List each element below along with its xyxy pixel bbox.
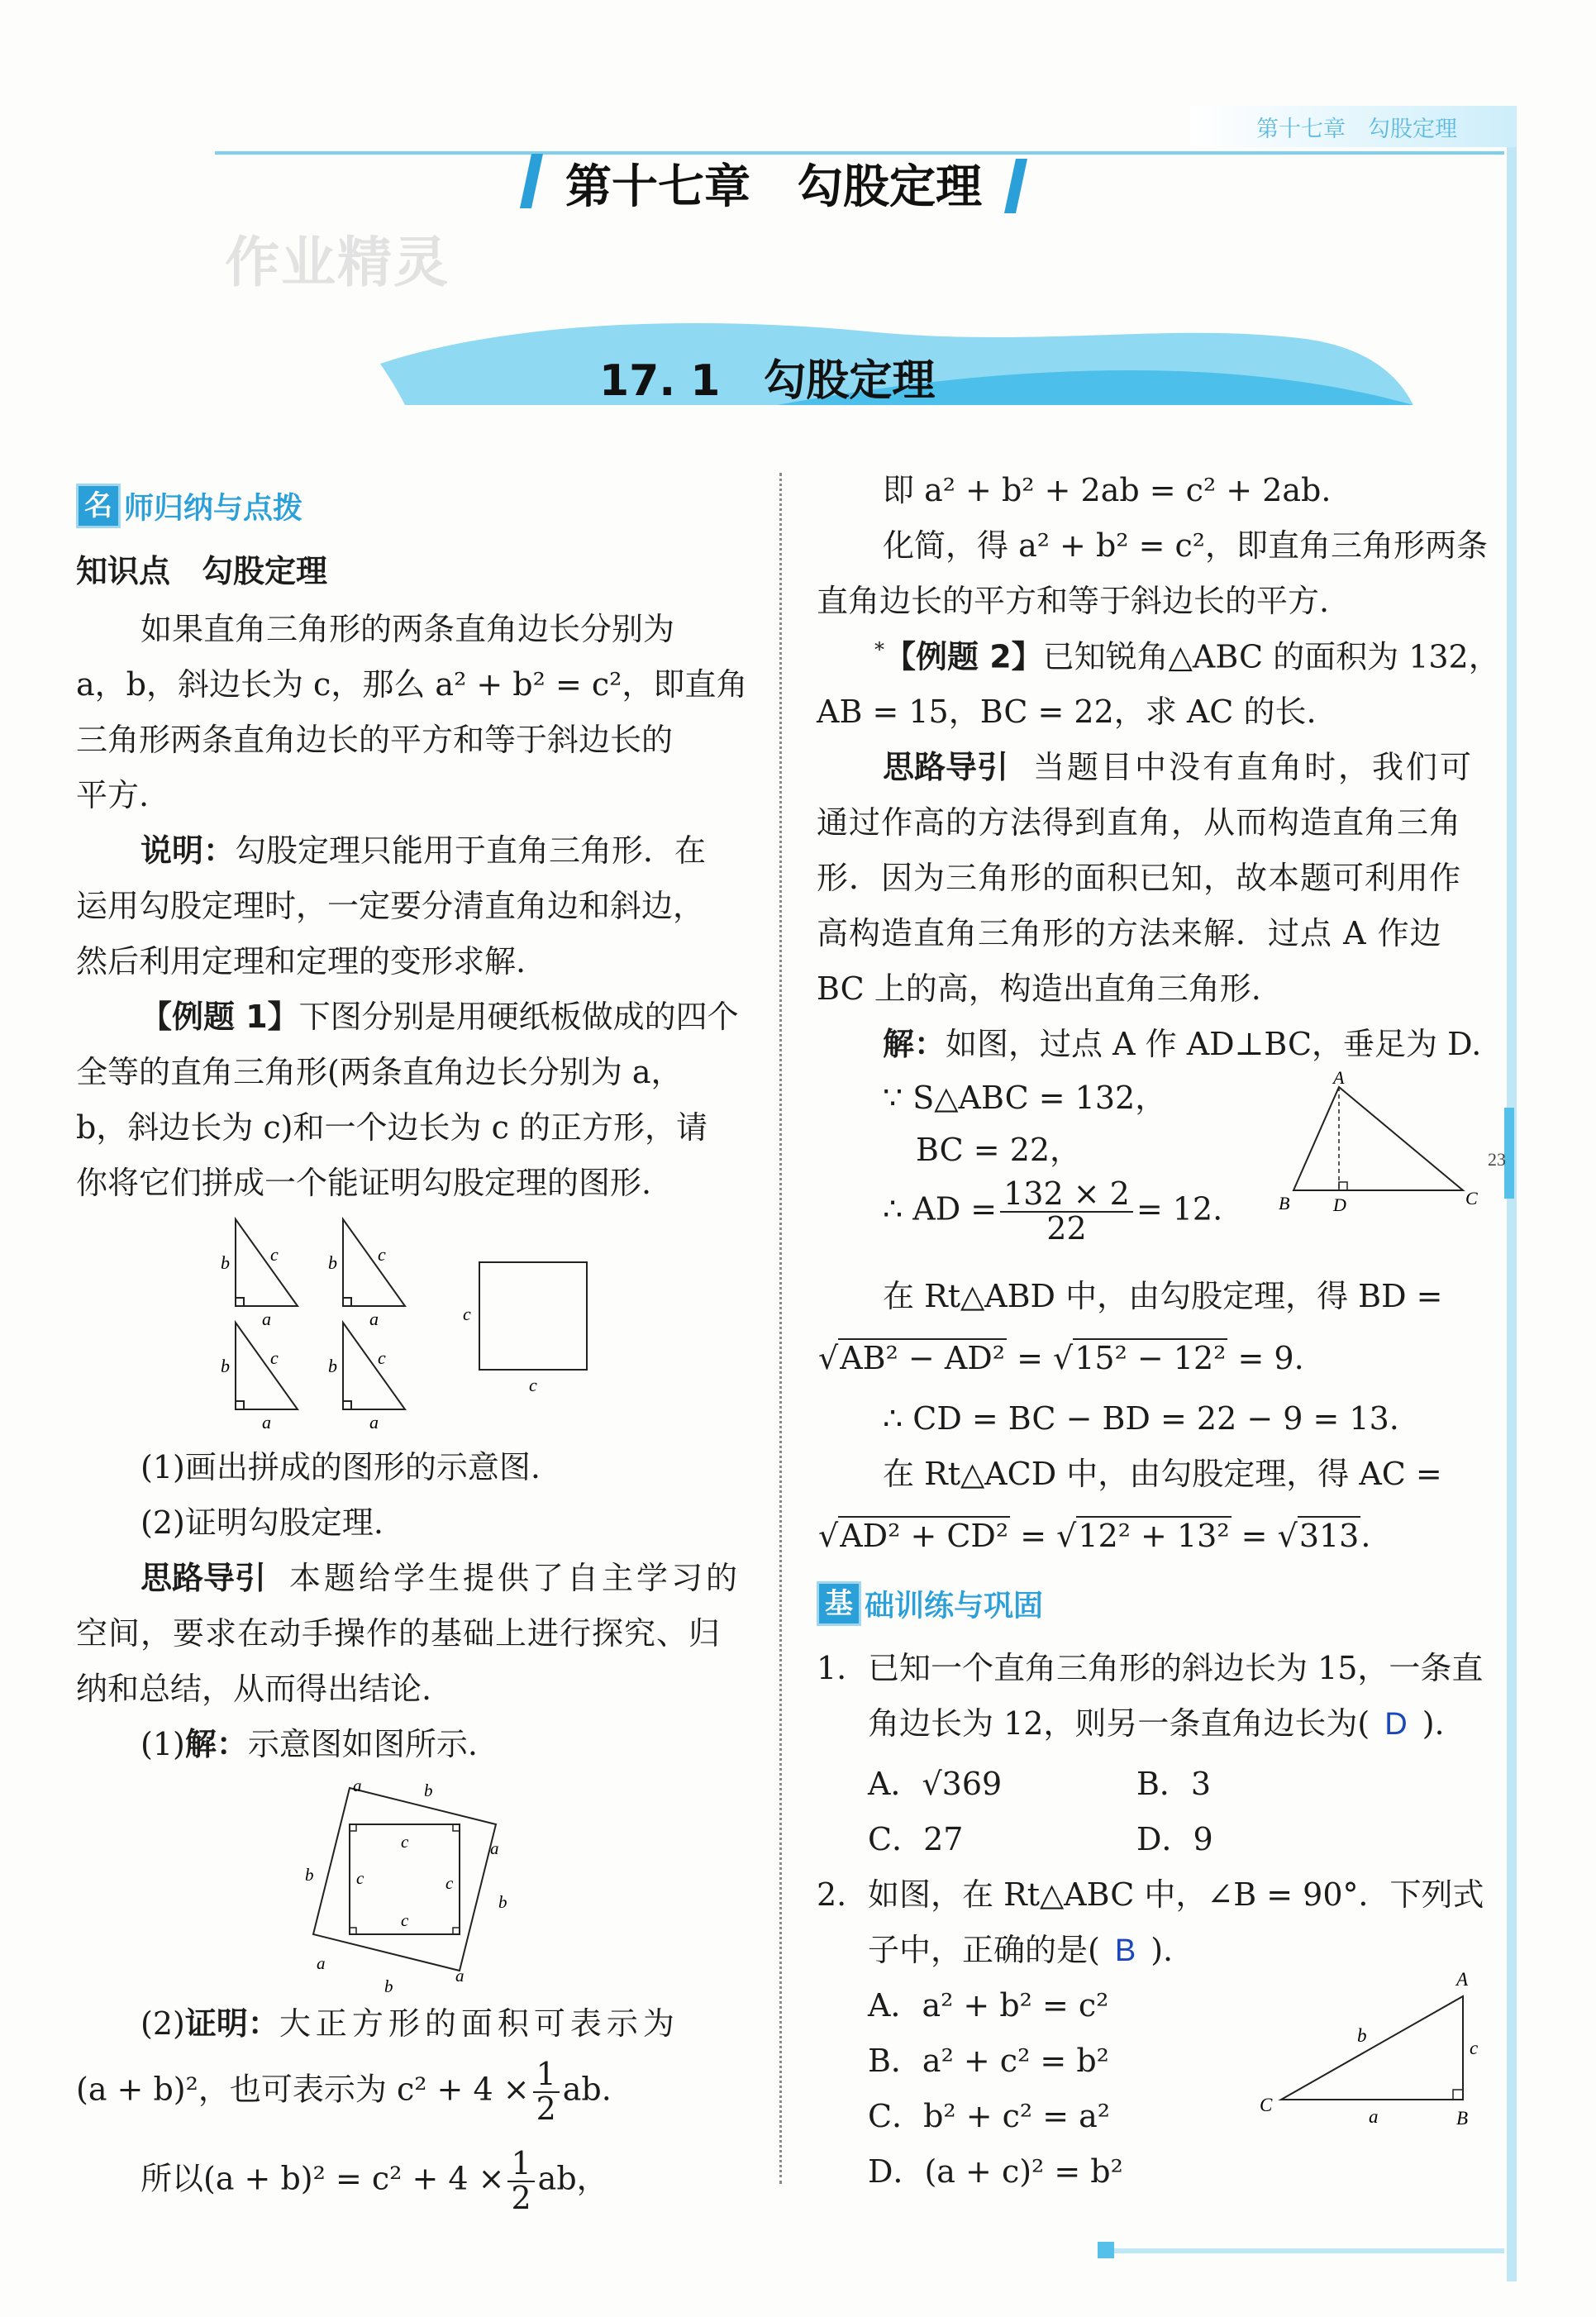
hint2-line-5: BC 上的高，构造出直角三角形.	[817, 970, 1261, 1007]
ex1-pieces-figure	[211, 1211, 607, 1434]
sol2-label: 证明：	[184, 2005, 279, 2042]
fig-a4: a	[455, 1966, 465, 1986]
q2-label-A: A	[1456, 1969, 1469, 1990]
hint2-line-2: 通过作高的方法得到直角，从而构造直角三角	[817, 804, 1462, 841]
hint1-line-3: 纳和总结，从而得出结论.	[76, 1671, 432, 1707]
step-7: 在 Rt△ACD 中，由勾股定理，得 AC =	[883, 1456, 1442, 1492]
q2-label-c: c	[1470, 2038, 1479, 2058]
sqrt-sign-3: √	[818, 1518, 839, 1554]
q2-answer: B	[1114, 1933, 1136, 1968]
fig-c-right: c	[445, 1873, 454, 1893]
sol2-ab: ab.	[562, 2071, 612, 2108]
tri3-b: b	[221, 1356, 230, 1376]
fig-a1: a	[353, 1776, 362, 1795]
step-3	[883, 1175, 1223, 1247]
kp-line-2: a，b，斜边长为 c，那么 a² + b² = c²，即直角	[76, 666, 748, 703]
q2-label-a: a	[1369, 2106, 1379, 2127]
sol2-line2-text: (a + b)²，也可表示为 c² + 4 ×	[76, 2071, 530, 2108]
tri4-c: c	[378, 1347, 386, 1368]
frac-den: 2	[536, 2090, 556, 2127]
step5-post: = 9.	[1237, 1340, 1304, 1376]
hint1-line-1	[141, 1559, 741, 1599]
hint2-label: 思路导引	[883, 749, 1009, 785]
q2-option-b: B．a² + c² = b²	[868, 2043, 1109, 2079]
tri1-a: a	[262, 1309, 271, 1329]
sqrt-12-13: 12² + 13²	[1078, 1518, 1230, 1554]
fig-b1: b	[424, 1781, 433, 1800]
eq-2: =	[1020, 1518, 1047, 1554]
q2-option-a: A．a² + b² = c²	[868, 1987, 1109, 2024]
note-line-3: 然后利用定理和定理的变形求解.	[76, 943, 526, 980]
step-2: BC = 22，	[916, 1132, 1082, 1168]
ex1-line-2: 全等的直角三角形(两条直角边长分别为 a，	[76, 1054, 683, 1090]
sol1-line	[141, 1725, 478, 1765]
q2-line2-pre: 子中，正确的是(	[868, 1932, 1100, 1968]
frac-num: 1	[533, 2058, 560, 2093]
hint1-text-1: 本题给学生提供了自主学习的	[289, 1560, 741, 1596]
block-title-2: 础训练与巩固	[865, 1589, 1044, 1623]
block-header-jichu	[817, 1581, 1043, 1626]
tri2-b: b	[328, 1252, 337, 1273]
watermark: 作业精灵	[225, 231, 450, 294]
ex2-star: *	[874, 638, 884, 661]
step-6: ∴ CD = BC − BD = 22 − 9 = 13.	[883, 1400, 1399, 1437]
label-B: B	[1279, 1193, 1290, 1213]
block-title: 师归纳与点拨	[124, 491, 303, 526]
label-C: C	[1465, 1188, 1478, 1209]
column-divider	[779, 473, 782, 2184]
fraction-half-2	[507, 2145, 534, 2216]
triangle-4	[343, 1323, 405, 1409]
q2-line-2	[868, 1931, 1173, 1971]
bottom-marker	[1098, 2242, 1114, 2258]
square-c-left: c	[463, 1304, 471, 1324]
q2-num: 2.	[817, 1876, 847, 1913]
label-D: D	[1333, 1194, 1346, 1215]
q1-option-a: A．√369	[868, 1766, 1003, 1802]
note-line-2: 运用勾股定理时，一定要分清直角边和斜边，	[76, 888, 705, 924]
q1-line-1: 已知一个直角三角形的斜边长为 15，一条直	[868, 1650, 1484, 1686]
hint2-text-1: 当题目中没有直角时，我们可	[1033, 749, 1475, 785]
cont-line-3: 直角边长的平方和等于斜边长的平方.	[817, 583, 1330, 619]
tri1-c: c	[270, 1244, 279, 1265]
block-badge-2: 基	[817, 1581, 861, 1626]
q2-label-b: b	[1357, 2025, 1367, 2046]
q1-option-d: D．9	[1136, 1821, 1213, 1857]
sol2-line3-text: 所以(a + b)² = c² + 4 ×	[141, 2160, 505, 2197]
fraction-half	[533, 2058, 560, 2126]
outer-square	[313, 1788, 496, 1971]
note-label: 说明：	[141, 832, 236, 869]
tri2-a: a	[369, 1309, 379, 1329]
step-5	[818, 1339, 1304, 1379]
fig-c-bottom: c	[401, 1910, 409, 1930]
kp-line-4: 平方.	[76, 777, 150, 813]
tri4-b: b	[328, 1356, 337, 1376]
triangle-abc-right	[1281, 1996, 1463, 2100]
q2-label-C: C	[1260, 2095, 1273, 2115]
tri4-a: a	[369, 1412, 379, 1433]
tri1-b: b	[221, 1252, 230, 1273]
sol-text: 如图，过点 A 作 AD⊥BC，垂足为 D.	[946, 1026, 1482, 1062]
step3-pre: ∴ AD =	[883, 1190, 998, 1228]
q2-option-c: C．b² + c² = a²	[868, 2098, 1111, 2134]
eq-1: =	[1017, 1340, 1043, 1376]
tri3-c: c	[270, 1347, 279, 1368]
tri2-c: c	[378, 1244, 386, 1265]
sqrt-sign-4: √	[1056, 1518, 1077, 1554]
ad-num: 132 × 2	[1000, 1178, 1133, 1213]
page-number: 23	[1488, 1149, 1506, 1170]
ex2-line-2: AB = 15，BC = 22，求 AC 的长.	[817, 694, 1317, 730]
fig-a3: a	[317, 1953, 326, 1973]
sqrt-15-12: 15² − 12²	[1074, 1340, 1227, 1376]
q2-triangle-figure	[1248, 1959, 1504, 2133]
q1-option-b: B．3	[1136, 1766, 1212, 1802]
ex2-label: 【例题 2】	[884, 638, 1043, 675]
triangle-3	[236, 1323, 298, 1409]
sol1-pre: (1)	[141, 1726, 185, 1762]
ex1-solution-figure	[302, 1773, 525, 1996]
fig-b2: b	[305, 1865, 314, 1885]
fig-a2: a	[490, 1838, 499, 1858]
frac-den-2: 2	[511, 2179, 531, 2216]
kp-line-1: 如果直角三角形的两条直角边长分别为	[141, 611, 675, 647]
note-line-1	[141, 832, 706, 871]
sol1-text: 示意图如图所示.	[247, 1726, 478, 1762]
frac-num-2: 1	[507, 2148, 534, 2182]
note-text-1: 勾股定理只能用于直角三角形．在	[235, 832, 707, 869]
sol-label: 解：	[883, 1026, 946, 1062]
hint2-line-3: 形．因为三角形的面积已知，故本题可利用作	[817, 860, 1462, 896]
tri3-a: a	[262, 1412, 271, 1433]
chapter-title-bracket-left	[520, 154, 543, 208]
sol2-line-1	[141, 2005, 679, 2044]
ex2-text: 已知锐角△ABC 的面积为 132，	[1042, 638, 1500, 675]
cont-line-2: 化简，得 a² + b² = c²，即直角三角形两条	[883, 527, 1489, 564]
hint2-line-4: 高构造直角三角形的方法来解．过点 A 作边	[817, 915, 1442, 951]
chapter-title-bracket-right	[1004, 159, 1027, 213]
sol2-pre: (2)	[141, 2005, 185, 2042]
sol2-text: 大正方形的面积可表示为	[279, 2005, 679, 2042]
right-angle-b	[1453, 2090, 1463, 2100]
ex1-label: 【例题 1】	[141, 999, 299, 1035]
sqrt-sign-2: √	[1053, 1340, 1074, 1376]
ex1-text-1: 下图分别是用硬纸板做成的四个	[298, 999, 739, 1035]
ex1-line-3: b，斜边长为 c)和一个边长为 c 的正方形，请	[76, 1109, 707, 1146]
q1-line2-post: ).	[1422, 1705, 1445, 1742]
chapter-title: 第十七章 勾股定理	[565, 160, 982, 214]
hint1-label: 思路导引	[141, 1560, 267, 1596]
step-8	[818, 1517, 1370, 1557]
sqrt-ab-ad: AB² − AD²	[840, 1340, 1005, 1376]
sol-line	[883, 1025, 1481, 1065]
cont-line-1: 即 a² + b² + 2ab = c² + 2ab.	[883, 472, 1332, 508]
q1-num: 1.	[817, 1650, 847, 1686]
sol2-line-2	[76, 2058, 612, 2126]
q2-option-d: D．(a + c)² = b²	[868, 2153, 1123, 2190]
sqrt-ad-cd: AD² + CD²	[840, 1518, 1009, 1554]
step-4: 在 Rt△ABD 中，由勾股定理，得 BD =	[883, 1278, 1443, 1314]
block-header-mingshi	[76, 484, 303, 528]
sqrt-sign-5: √	[1277, 1518, 1298, 1554]
running-header: 第十七章 勾股定理	[1256, 117, 1457, 142]
q1-line2-pre: 角边长为 12，则另一条直角边长为(	[868, 1705, 1370, 1742]
fig-b4: b	[384, 1976, 393, 1996]
ex2-line-1	[874, 637, 1500, 677]
q2-line2-post: ).	[1151, 1932, 1174, 1968]
ex1-q1: (1)画出拼成的图形的示意图.	[141, 1449, 541, 1485]
fraction-ad	[1000, 1175, 1133, 1247]
triangle-abc	[1293, 1087, 1463, 1190]
ex1-line-4: 你将它们拼成一个能证明勾股定理的图形.	[76, 1165, 652, 1201]
bottom-rule	[1108, 2248, 1504, 2253]
block-badge: 名	[76, 484, 121, 528]
triangle-1	[236, 1219, 298, 1306]
q2-line-1: 如图，在 Rt△ABC 中，∠B = 90°．下列式	[868, 1876, 1484, 1913]
sol2-line-3	[141, 2145, 608, 2216]
q1-option-c: C．27	[868, 1821, 964, 1857]
hint1-line-2: 空间，要求在动手操作的基础上进行探究、归	[76, 1615, 722, 1652]
eq-3: =	[1241, 1518, 1268, 1554]
fig-b3: b	[498, 1892, 507, 1912]
q2-label-B: B	[1456, 2108, 1469, 2129]
ad-den: 22	[1046, 1209, 1087, 1247]
label-A: A	[1333, 1070, 1345, 1088]
q1-line-2	[868, 1704, 1445, 1745]
section-title: 17. 1 勾股定理	[599, 356, 936, 406]
kp-line-3: 三角形两条直角边长的平方和等于斜边长的	[76, 722, 674, 758]
square-c-bottom: c	[529, 1375, 537, 1395]
triangle-2	[343, 1219, 405, 1306]
ex1-line-1	[141, 998, 739, 1037]
right-angle-d	[1339, 1182, 1347, 1190]
square-c	[479, 1262, 587, 1370]
step-1: ∵ S△ABC = 132，	[883, 1080, 1167, 1116]
sqrt-313: 313	[1298, 1518, 1360, 1554]
fig-c-top: c	[401, 1832, 409, 1852]
sol2-ab2: ab，	[537, 2160, 608, 2197]
ex1-q2: (2)证明勾股定理.	[141, 1504, 384, 1541]
q1-answer: D	[1384, 1707, 1408, 1742]
step3-post: = 12.	[1136, 1190, 1223, 1228]
sqrt-sign-1: √	[818, 1340, 839, 1376]
fig-c-left: c	[356, 1868, 364, 1888]
period-1: .	[1360, 1518, 1371, 1554]
kp-heading: 知识点 勾股定理	[76, 553, 328, 589]
hint2-line-1	[883, 748, 1474, 788]
sol1-label: 解：	[184, 1726, 248, 1762]
ex2-triangle-figure	[1269, 1070, 1492, 1219]
